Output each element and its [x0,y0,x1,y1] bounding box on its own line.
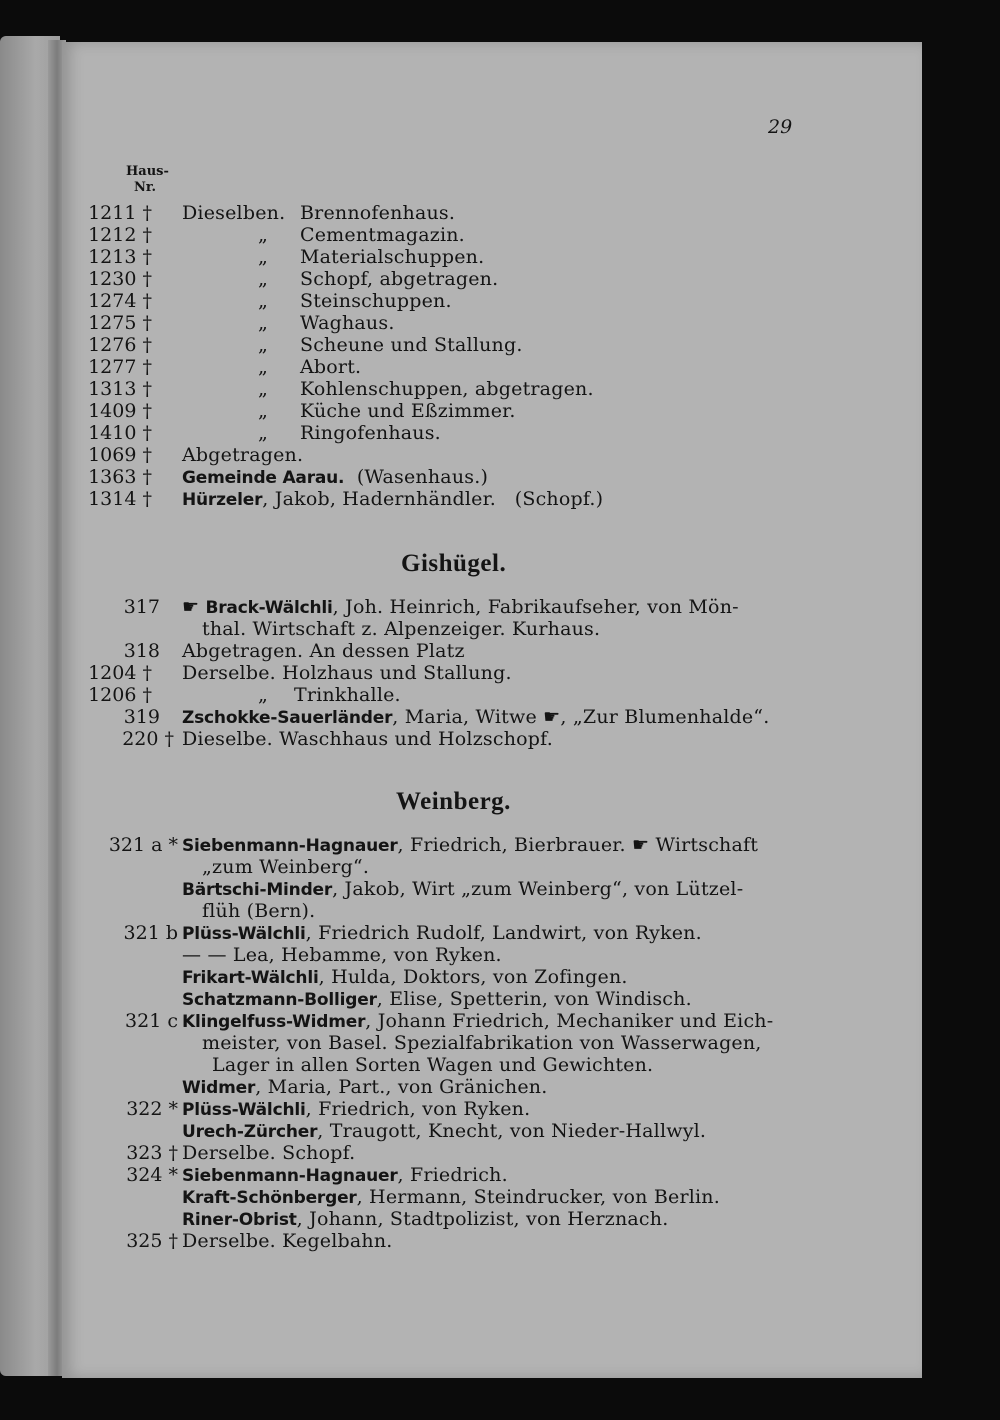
entry-line [182,922,702,944]
entry-line [182,1186,720,1208]
entry-line [182,596,739,618]
entry-text: Derselbe. Holzhaus und Stallung. [182,662,512,684]
entry-line [182,488,603,510]
ditto-mark: „ [258,356,269,378]
house-number: 1275 † [88,312,152,334]
house-number: 1410 † [88,422,152,444]
description: Ringofenhaus. [300,422,441,444]
owner-name: Kraft-Schönberger [182,1188,357,1208]
entry-line [182,988,692,1010]
ditto-mark: „ [258,312,269,334]
entry-rest: , Friedrich Rudolf, Landwirt, von Ryken. [305,922,702,944]
owner-name: Hürzeler [182,490,263,510]
description: Waghaus. [300,312,395,334]
entry-rest: , Hulda, Doktors, von Zofingen. [318,966,628,988]
owner-name: Gemeinde Aarau. [182,468,345,488]
house-number: 1313 † [88,378,152,400]
owner-name: Siebenmann-Hagnauer [182,1166,398,1186]
house-number: 1069 † [88,444,152,466]
entry-rest: , Jakob, Wirt „zum Weinberg“, von Lützel- [332,878,744,900]
house-number: 1274 † [88,290,152,312]
pointing-hand-icon: ☛ [543,706,561,728]
ditto-mark: „ [258,268,269,290]
house-number: 1212 † [88,224,152,246]
owner-name: Widmer [182,1078,256,1098]
owner-name: Bärtschi-Minder [182,880,333,900]
ditto-mark: „ [258,290,269,312]
description: Brennofenhaus. [300,202,456,224]
column-header-haus: Haus- [126,164,169,179]
entry-rest: , Elise, Spetterin, von Windisch. [376,988,692,1010]
house-number: 1276 † [88,334,152,356]
owner-name: Urech-Zürcher [182,1122,318,1142]
entry-line [182,1208,668,1230]
house-number: 220 † [122,728,174,750]
house-number: 1230 † [88,268,152,290]
house-number: 1363 † [88,466,152,488]
entry-rest: , Jakob, Hadernhändler. (Schopf.) [262,488,604,510]
entry-text: Dieselbe. Waschhaus und Holzschopf. [182,728,553,750]
entry-line [182,966,628,988]
house-number: 1409 † [88,400,152,422]
entry-continuation: flüh (Bern). [202,900,316,922]
pointing-hand-icon: ☛ [182,596,200,618]
entry-rest: , Traugott, Knecht, von Nieder-Hallwyl. [317,1120,707,1142]
entry-rest: , Friedrich. [397,1164,508,1186]
entry-rest2: , „Zur Blumenhalde“. [560,706,770,728]
owner-name: Siebenmann-Hagnauer [182,836,398,856]
entry-line [182,1010,773,1032]
entry-continuation: meister, von Basel. Spezialfabrikation von Wasserwagen, [202,1032,762,1054]
entry-text: — — Lea, Hebamme, von Ryken. [182,944,502,966]
house-number: 325 † [126,1230,178,1252]
ditto-mark: „ [258,684,269,706]
entry-rest: , Friedrich, Bierbrauer. [397,834,626,856]
house-number: 1211 † [88,202,152,224]
house-number: 321 b [123,922,178,944]
ditto-mark: „ [258,400,269,422]
house-number: 321 c [125,1010,178,1032]
description: Kohlenschuppen, abgetragen. [300,378,594,400]
entry-text: Derselbe. Kegelbahn. [182,1230,393,1252]
ditto-mark: „ [258,224,269,246]
house-number: 321 a * [108,834,178,856]
house-number: 319 [123,706,160,728]
owner-name: Riner-Obrist [182,1210,297,1230]
owner-name: Plüss-Wälchli [182,1100,306,1120]
entry-continuation: Lager in allen Sorten Wagen und Gewichten. [212,1054,654,1076]
owner-name: Klingelfuss-Widmer [182,1012,366,1032]
description: Schopf, abgetragen. [300,268,499,290]
entry-text: Trinkhalle. [294,684,401,706]
directory-page [62,42,922,1378]
description: Steinschuppen. [300,290,452,312]
description: Scheune und Stallung. [300,334,523,356]
entry-line [182,834,758,856]
entry-rest: , Friedrich, von Ryken. [305,1098,531,1120]
owner-name: Schatzmann-Bolliger [182,990,377,1010]
ditto-mark: „ [258,246,269,268]
house-number: 1314 † [88,488,152,510]
description: Materialschuppen. [300,246,485,268]
house-number: 1277 † [88,356,152,378]
owner-name: Frikart-Wälchli [182,968,319,988]
entry-rest: , Hermann, Steindrucker, von Berlin. [356,1186,720,1208]
house-number: 323 † [126,1142,178,1164]
entry-rest2: Wirtschaft [655,834,759,856]
entry-rest: , Maria, Part., von Gränichen. [255,1076,548,1098]
house-number: 1206 † [88,684,152,706]
description: Küche und Eßzimmer. [300,400,516,422]
entry-line [182,1098,530,1120]
entry-rest: (Wasenhaus.) [356,466,489,488]
house-number: 317 [123,596,160,618]
house-number: 1213 † [88,246,152,268]
ditto-mark: „ [258,422,269,444]
house-number: 324 * [126,1164,178,1186]
entry-rest: , Johann, Stadtpolizist, von Herznach. [296,1208,669,1230]
entry-line [182,878,743,900]
section-heading-gishuegel: Gishügel. [401,550,507,577]
entry-continuation: thal. Wirtschaft z. Alpenzeiger. Kurhaus. [202,618,601,640]
owner-name: Brack-Wälchli [205,598,333,618]
entry-line [182,466,488,488]
column-header-nr: Nr. [134,180,157,195]
entry-line [182,1076,547,1098]
ditto-mark: „ [258,378,269,400]
entry-text: Abgetragen. An dessen Platz [182,640,465,662]
entry-rest: , Johann Friedrich, Mechaniker und Eich- [365,1010,774,1032]
ditto-mark: „ [258,334,269,356]
owner: Dieselben. [182,202,286,224]
description: Cementmagazin. [300,224,465,246]
entry-rest: , Joh. Heinrich, Fabrikaufseher, von Mön- [332,596,739,618]
house-number: 322 * [126,1098,178,1120]
house-number: 1204 † [88,662,152,684]
owner-name: Zschokke-Sauerländer [182,708,393,728]
entry-line [182,706,769,728]
page-number: 29 [768,116,793,138]
entry-continuation: „zum Weinberg“. [202,856,370,878]
owner-name: Plüss-Wälchli [182,924,306,944]
house-number: 318 [123,640,160,662]
entry-line [182,1120,706,1142]
entry-line [182,1164,508,1186]
section-heading-weinberg: Weinberg. [396,788,511,815]
pointing-hand-icon: ☛ [631,834,650,856]
entry-text: Derselbe. Schopf. [182,1142,356,1164]
entry-rest: , Maria, Witwe [392,706,537,728]
description: Abort. [300,356,362,378]
entry-text: Abgetragen. [182,444,304,466]
